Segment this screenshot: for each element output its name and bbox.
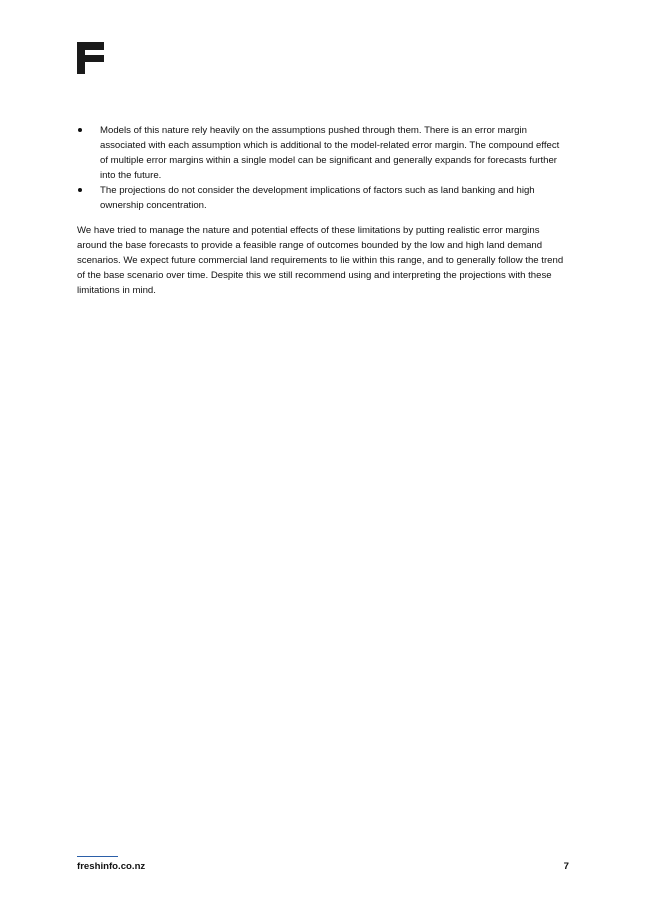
bullet-text: The projections do not consider the development implications of factors such as land banking and high ownership concentration. — [100, 185, 535, 211]
document-body — [77, 123, 569, 298]
fresh-f-logo-icon — [77, 42, 104, 74]
page-number: 7 — [563, 861, 569, 872]
footer-website: freshinfo.co.nz — [77, 861, 146, 872]
footer-divider — [77, 856, 118, 857]
bullet-icon — [78, 128, 82, 132]
bullet-text: Models of this nature rely heavily on the assumptions pushed through them. There is an error margin associated with each assumption which is additional to the model-related error margin. The compound effect of multiple error margins within a single model can be significant and generally expands for forecasts further into the future. — [100, 125, 560, 181]
list-item — [77, 183, 569, 213]
limitations-list — [77, 123, 569, 213]
bullet-icon — [78, 188, 82, 192]
body-paragraph: We have tried to manage the nature and potential effects of these limitations by putting realistic error margins around the base forecasts to provide a feasible range of outcomes bounded by the low and high land demand scenarios. We expect future commercial land requirements to lie within this range, and to generally follow the trend of the base scenario over time. Despite this we still recommend using and interpreting the projections with these limitations in mind. — [77, 225, 564, 296]
list-item — [77, 123, 569, 183]
